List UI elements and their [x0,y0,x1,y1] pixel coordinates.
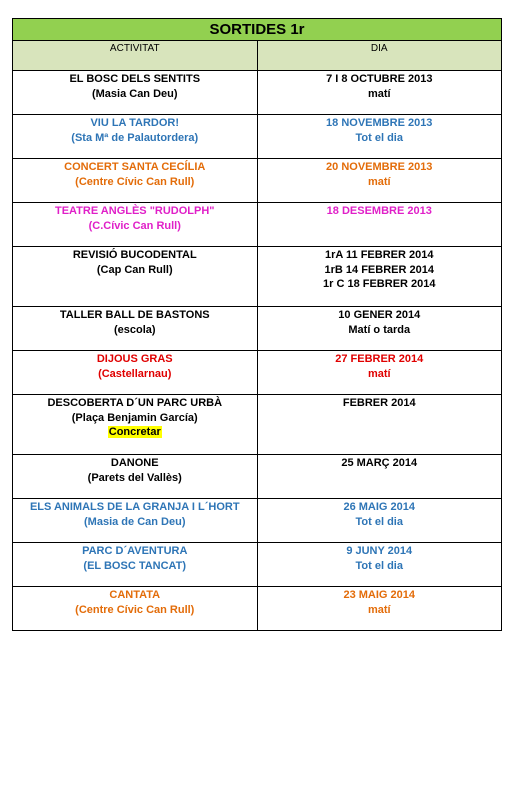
activity-note: Concretar [108,426,161,438]
table-row [13,395,502,455]
day-date: 9 JUNY 2014 [346,545,413,557]
day-cell [257,247,502,307]
day-time: 1r C 18 FEBRER 2014 [323,278,436,290]
activity-cell [13,351,258,395]
activity-place: (EL BOSC TANCAT) [83,559,187,572]
table-row [13,71,502,115]
activity-cell [13,247,258,307]
day-cell [257,115,502,159]
activity-place: (Sta Mª de Palautordera) [71,131,199,144]
day-cell [257,455,502,499]
column-header-activity: ACTIVITAT [13,41,258,71]
day-date: 18 NOVEMBRE 2013 [326,117,433,129]
activity-cell [13,203,258,247]
day-date: 10 GENER 2014 [338,309,421,321]
day-cell [257,203,502,247]
activity-cell [13,71,258,115]
column-header-day: DIA [257,41,502,71]
day-date: FEBRER 2014 [342,397,416,409]
table-row [13,247,502,307]
activity-place: (Parets del Vallès) [87,471,182,484]
day-cell [257,587,502,631]
day-date: 20 NOVEMBRE 2013 [326,161,433,173]
day-cell [257,395,502,455]
activity-cell [13,395,258,455]
activity-place: (Castellarnau) [98,367,172,380]
day-cell [257,499,502,543]
table-row [13,455,502,499]
table-row [13,351,502,395]
activity-name: TEATRE ANGLÈS "RUDOLPH" [54,205,215,217]
day-date: 25 MARÇ 2014 [341,457,418,469]
day-time: matí [367,367,391,380]
day-cell [257,159,502,203]
table-row [13,543,502,587]
table-row [13,587,502,631]
day-date: 23 MAIG 2014 [343,589,416,601]
day-time: Tot el dia [355,515,403,528]
activity-name: VIU LA TARDOR! [90,117,180,129]
day-cell [257,543,502,587]
activity-place: (Plaça Benjamin García) [71,411,198,424]
activity-place: (Masia de Can Deu) [84,515,186,528]
day-cell [257,71,502,115]
day-date: 1rA 11 FEBRER 2014 [325,249,434,261]
table-row [13,159,502,203]
day-date: 26 MAIG 2014 [343,501,416,513]
header-row [13,41,502,71]
day-time: matí [367,87,391,100]
activity-cell [13,587,258,631]
table-row [13,203,502,247]
activity-name: DESCOBERTA D´UN PARC URBÀ [47,397,223,409]
activity-name: DIJOUS GRAS [96,353,173,365]
activity-cell [13,455,258,499]
day-time: Tot el dia [355,131,403,144]
table-row [13,307,502,351]
title-row [13,19,502,41]
table-row [13,115,502,159]
day-cell [257,351,502,395]
day-date: 7 I 8 OCTUBRE 2013 [326,73,433,85]
activity-cell [13,115,258,159]
day-time: Matí o tarda [348,323,411,336]
day-date: 18 DESEMBRE 2013 [326,205,432,217]
activity-name: CANTATA [109,589,161,601]
activity-cell [13,159,258,203]
activity-place: (Centre Cívic Can Rull) [75,175,195,188]
activity-cell [13,499,258,543]
activity-place: (escola) [113,323,156,336]
day-time: Tot el dia [355,559,403,572]
activity-cell [13,543,258,587]
activity-name: REVISIÓ BUCODENTAL [72,249,197,261]
day-cell [257,307,502,351]
activity-name: TALLER BALL DE BASTONS [59,309,210,321]
activity-place: (Masia Can Deu) [91,87,178,100]
day-date: 27 FEBRER 2014 [335,353,424,365]
activity-place: (Cap Can Rull) [96,263,173,276]
activity-place: (Centre Cívic Can Rull) [75,603,195,616]
activity-cell [13,307,258,351]
activity-name: ELS ANIMALS DE LA GRANJA I L´HORT [29,501,240,513]
activity-name: PARC D´AVENTURA [82,545,188,557]
activity-place: (C.Cívic Can Rull) [88,219,181,232]
outings-table [12,18,502,631]
activity-name: EL BOSC DELS SENTITS [69,73,201,85]
day-time: matí [367,603,391,616]
day-time: matí [367,175,391,188]
activity-name: CONCERT SANTA CECÍLIA [64,161,206,173]
day-time: 1rB 14 FEBRER 2014 [324,263,434,276]
activity-name: DANONE [110,457,159,469]
table-title: SORTIDES 1r [13,19,502,41]
table-row [13,499,502,543]
